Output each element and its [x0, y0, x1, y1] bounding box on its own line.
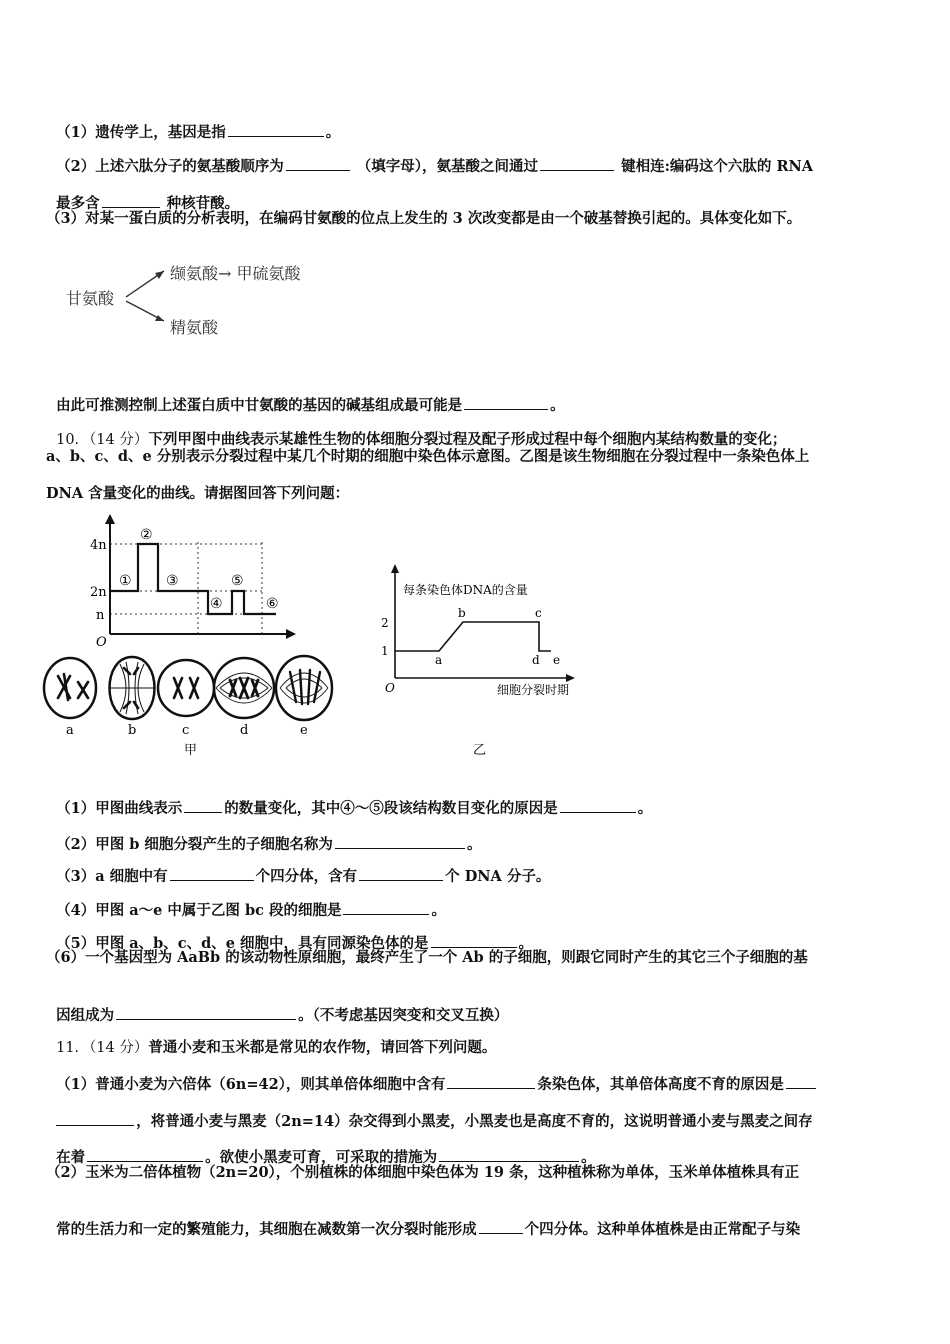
jia-seg-1: ① [119, 573, 132, 589]
answer-blank[interactable] [170, 866, 254, 881]
yi-point-d: d [532, 653, 540, 667]
jia-seg-2: ② [140, 527, 153, 543]
jia-ylabel-n: n [96, 608, 105, 623]
answer-blank[interactable] [102, 193, 160, 208]
yi-origin: O [385, 681, 395, 695]
answer-blank[interactable] [431, 933, 517, 948]
jia-y-arrow [105, 514, 115, 524]
q10-intro1: 下列甲图中曲线表示某雄性生物的体细胞分裂过程及配子形成过程中每个细胞内某结构数量的变化； [148, 431, 787, 448]
yi-x-arrow [566, 674, 575, 682]
jia-seg-6: ⑥ [266, 596, 279, 612]
q11-intro-text: 普通小麦和玉米都是常见的农作物，请回答下列问题。 [148, 1039, 497, 1056]
yi-tick-2: 2 [381, 616, 389, 630]
q11-s2-c: 个四分体。这种单体植株是由正常配子与染 [524, 1221, 801, 1238]
answer-blank[interactable] [439, 1147, 579, 1162]
answer-blank[interactable] [286, 156, 350, 171]
q11-s1-b: 条染色体，其单倍体高度不育的原因是 [537, 1076, 784, 1093]
q10-intro-line3: DNA 含量变化的曲线。请据图回答下列问题： [46, 485, 350, 502]
q9-part2-text: （2）上述六肽分子的氨基酸顺序为 [56, 158, 284, 175]
q9-part2 [46, 136, 813, 177]
q9-part1-end: 。 [325, 124, 341, 141]
jia-seg-3: ③ [166, 573, 179, 589]
yi-point-e: e [553, 653, 561, 667]
q11-number: 11． [56, 1040, 90, 1056]
q10-s1-b: 的数量变化，其中④～⑤段该结构数目变化的原因是 [224, 800, 558, 817]
q11-s2-b: 常的生活力和一定的繁殖能力，其细胞在减数第一次分裂时能形成 [56, 1221, 477, 1238]
arrow-up-head [155, 271, 164, 279]
q10-intro-line2: a、b、c、d、e 分别表示分裂过程中某几个时期的细胞中染色体示意图。乙图是该生物细胞在分裂过程中一条染色体上 [46, 448, 810, 465]
q11-sub1 [46, 1054, 818, 1095]
cell-e-label: e [300, 723, 308, 738]
answer-blank[interactable] [786, 1074, 816, 1089]
answer-blank[interactable] [228, 122, 324, 137]
q10-sub6: （6）一个基因型为 AaBb 的该动物性原细胞，最终产生了一个 Ab 的子细胞，则跟它同时产生的其它三个子细胞的基 [46, 949, 808, 966]
jia-x-arrow [286, 629, 296, 639]
q10-s6-b: 因组成为 [56, 1007, 115, 1024]
answer-blank[interactable] [56, 1111, 134, 1126]
figure-yi-caption: 乙 [473, 743, 487, 758]
q9-part2-tail: 键相连:编码这个六肽的 RNA [621, 158, 814, 175]
q10-s5-b: 。 [518, 935, 534, 952]
yi-y-label: 每条染色体DNA的含量 [403, 583, 528, 597]
q11-s1-d: 在着 [56, 1149, 86, 1166]
cell-e-drawing [276, 656, 332, 720]
q11-sub1-line3 [46, 1127, 596, 1168]
q11-s1-f: 。 [581, 1149, 596, 1166]
arrow-down-head [155, 315, 164, 321]
q11-intro [46, 1018, 496, 1058]
q10-s2-a: （2）甲图 b 细胞分裂产生的子细胞名称为 [56, 836, 333, 853]
q11-s1-a: （1）普通小麦为六倍体（6n=42），则其单倍体细胞中含有 [56, 1076, 446, 1093]
q11-sub1-line2 [46, 1091, 813, 1132]
jia-curve [110, 544, 276, 614]
answer-blank[interactable] [479, 1219, 523, 1234]
q10-s5-a: （5）甲图 a、b、c、d、e 细胞中，具有同源染色体的是 [56, 935, 429, 952]
jia-seg-4: ④ [210, 596, 223, 612]
cell-b-drawing [110, 657, 155, 719]
q9-part2-e: 种核苷酸。 [166, 195, 240, 212]
yi-tick-1: 1 [381, 644, 389, 658]
figure-yi [345, 560, 605, 760]
q9-part3: （3）对某一蛋白质的分析表明，在编码甘氨酸的位点上发生的 3 次改变都是由一个破基替换引起的。具体变化如下。 [46, 210, 802, 227]
q9-part1-text: （1）遗传学上，基因是指 [56, 124, 226, 141]
yi-point-a: a [435, 653, 443, 667]
q9-part2-d: 最多含 [56, 195, 100, 212]
q10-score: （14 分） [89, 432, 149, 448]
yi-point-b: b [458, 606, 466, 620]
q11-s1-c: ，将普通小麦与黑麦（2n=14）杂交得到小黑麦，小黑麦也是高度不育的，这说明普通小麦与黑麦之间存 [136, 1113, 813, 1130]
q9-part2-mid: （填字母），氨基酸之间通过 [356, 158, 539, 175]
q9-p3end-b: 。 [550, 397, 565, 414]
arginine-label: 精氨酸 [170, 318, 219, 337]
q10-intro-line1 [46, 410, 786, 450]
valine-path-label: 缬氨酸→ 甲硫氨酸 [170, 264, 301, 283]
yi-point-c: c [535, 606, 542, 620]
answer-blank[interactable] [464, 395, 548, 410]
cell-a-drawing [44, 658, 96, 718]
answer-blank[interactable] [359, 866, 443, 881]
answer-blank[interactable] [184, 798, 222, 813]
yi-x-label: 细胞分裂时期 [497, 683, 570, 697]
q10-s2-b: 。 [466, 836, 482, 853]
q11-sub2-line2 [46, 1199, 800, 1240]
q10-s1-c: 。 [637, 800, 653, 817]
cell-d-drawing [214, 658, 274, 718]
answer-blank[interactable] [540, 156, 614, 171]
q10-s3-b: 个四分体，含有 [255, 868, 358, 885]
q10-s6-c: 。（不考虑基因突变和交叉互换） [298, 1007, 509, 1024]
q10-s1-a: （1）甲图曲线表示 [56, 800, 183, 817]
q10-s3-c: 个 DNA 分子。 [445, 868, 551, 885]
cell-c-drawing [158, 660, 214, 716]
answer-blank[interactable] [560, 798, 636, 813]
q11-score: （14 分） [89, 1040, 149, 1056]
glycine-label: 甘氨酸 [66, 289, 115, 308]
figure-jia-caption: 甲 [184, 743, 198, 758]
q10-number: 10． [56, 432, 90, 448]
yi-y-arrow [391, 564, 399, 573]
q10-s4-a: （4）甲图 a～e 中属于乙图 bc 段的细胞是 [56, 902, 342, 919]
cell-c-label: c [182, 723, 190, 738]
q10-s3-a: （3）a 细胞中有 [56, 868, 168, 885]
jia-seg-5: ⑤ [231, 573, 244, 589]
answer-blank[interactable] [87, 1147, 203, 1162]
q10-sub1 [46, 778, 652, 819]
cell-d-label: d [240, 723, 249, 738]
q11-sub2: （2）玉米为二倍体植物（2n=20），个别植株的体细胞中染色体为 19 条，这种植株称为单体，玉米单体植株具有正 [46, 1164, 800, 1181]
figure-jia [40, 512, 340, 762]
jia-ylabel-2n: 2n [90, 585, 107, 600]
yi-curve [395, 622, 551, 651]
q11-s1-e: 。欲使小黑麦可育，可采取的措施为 [205, 1149, 438, 1166]
q9-p3end-text: 由此可推测控制上述蛋白质中甘氨酸的基因的碱基组成最可能是 [56, 397, 463, 414]
jia-origin: O [96, 635, 107, 650]
q9-part2-line2 [46, 173, 239, 214]
q10-s4-b: 。 [431, 902, 446, 919]
cell-b-label: b [128, 723, 137, 738]
answer-blank[interactable] [447, 1074, 535, 1089]
amino-acid-diagram [60, 255, 350, 345]
jia-ylabel-4n: 4n [90, 538, 107, 553]
cell-a-label: a [66, 723, 74, 738]
